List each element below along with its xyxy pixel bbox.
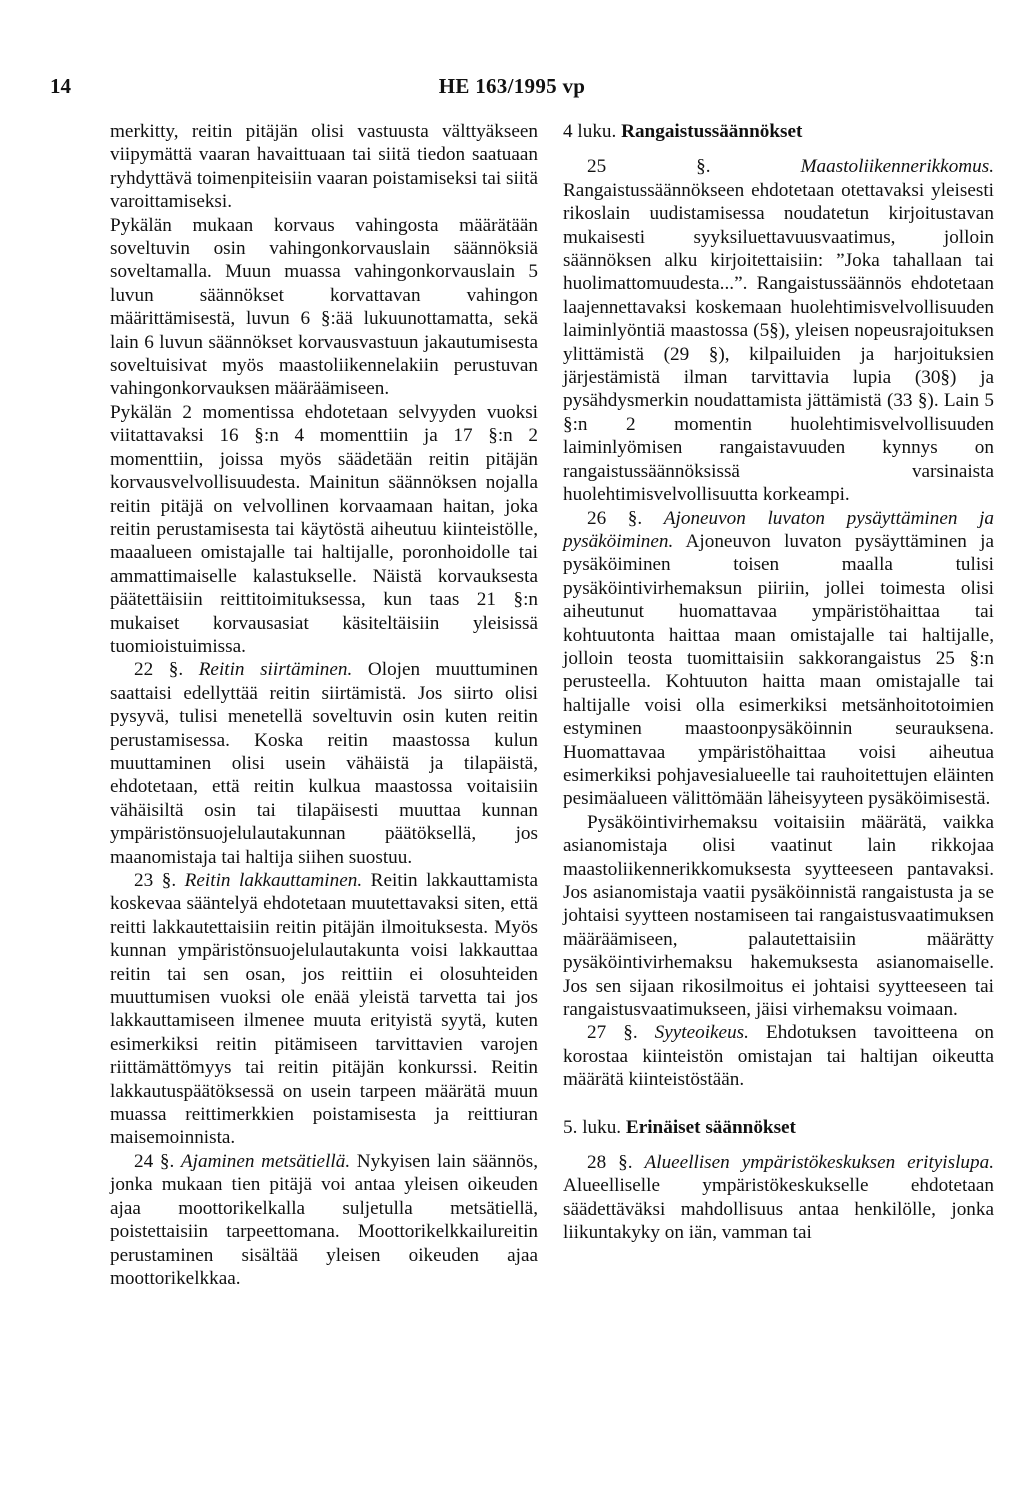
section-title: Ajaminen metsätiellä. bbox=[180, 1150, 351, 1172]
section-28 bbox=[563, 1151, 994, 1245]
section-26 bbox=[563, 507, 994, 811]
section-text: Ehdotuksen tavoitteena on korostaa kiinteistön omistajan tai haltijan oikeutta määrätä kiinteistöstään. bbox=[563, 1022, 994, 1091]
section-text: Reitin lakkauttamista koskevaa sääntelyä ehdotetaan muutettavaksi siten, että reitti lakkautettaisiin reitin pitäjän ilmoituksesta. Myös kunnan ympäristönsuojelulautakunta voisi lakkauttaa reitin tai sen osan, jos reittiin ei olosuhteiden muuttumisen vuoksi ole enää yleistä tarvetta tai jos lakkauttamiseen ilmenee muuta erityistä syytä, kuten esimerkiksi reitin pitämiseen tarvittavien varojen riittämättömyys tai reitin pitäjän konkurssi. Reitin lakkautuspäätöksessä on usein tarpeen määrätä muun muassa reittimerkkien poistamisesta ja reittiuran maisemoinnista. bbox=[110, 870, 539, 1149]
section-text: Rangaistussäännökseen ehdotetaan otettavaksi yleisesti rikoslain uudistamisessa noudatetun kirjoitustavan mukaisesti syyksiluettavuusvaatimus, jolloin säännöksen alku kirjoitettaisiin: ”Joka tahallaan tai huolimattomuudesta...”. Rangaistussäännös ehdotetaan laajennettavaksi koskemaan huolehtimisvelvollisuuden laiminlyöntiä maastossa (5§), yleisen nopeusrajoituksen ylittämistä (29 §), kilpailuiden ja harjoituksien järjestämistä ilman tarvittavia lupia (30§) ja pysähdysmerkin noudattamista jättämistä (33 §). Lain 5 §:n 2 momentin huolehtimisvelvollisuuden laiminlyömisen rangaistavuuden kynnys on rangaistussäännöksissä varsinaista huolehtimisvelvollisuutta korkeampi. bbox=[563, 179, 994, 506]
section-23 bbox=[110, 869, 538, 1150]
left-column bbox=[110, 120, 538, 1290]
chapter-number: 5. luku. bbox=[563, 1116, 622, 1138]
chapter-4-heading bbox=[563, 120, 994, 143]
paragraph: merkitty, reitin pitäjän olisi vastuusta välttyäkseen viipymättä vaaran havaittuaan tai siitä tiedon saatuaan ryhdyttävä toimenpiteisiin vaaran poistamiseksi tai siitä varoittamiseksi. bbox=[110, 121, 538, 213]
section-number: 25 §. bbox=[587, 156, 711, 178]
section-number: 23 §. bbox=[134, 870, 177, 891]
section-number: 27 §. bbox=[587, 1022, 638, 1044]
section-text: Olojen muuttuminen saattaisi edellyttää reitin siirtämistä. Jos siirto olisi pysyvä, tulisi menetellä soveltuvin osin kuten reitin perustamisessa. Koska reitin maastossa kulun muuttaminen olisi usein vähäistä ja tilapäistä, ehdotetaan, että reitin kulkua maastossa voitaisiin vähäisiltä osin tai tilapäisesti muuttaa kunnan ympäristönsuojelulautakunnan päätöksellä, jos maanomistaja tai haltija siihen suostuu. bbox=[110, 659, 538, 868]
section-title: Maastoliikennerikkomus. bbox=[800, 156, 995, 178]
chapter-number: 4 luku. bbox=[563, 121, 617, 142]
section-number: 28 §. bbox=[587, 1152, 633, 1174]
spacer bbox=[563, 1092, 994, 1116]
section-number: 22 §. bbox=[134, 659, 184, 681]
section-25 bbox=[563, 155, 994, 506]
section-24 bbox=[110, 1150, 538, 1290]
section-text: Alueelliselle ympäristökeskukselle ehdotetaan säädettäväksi mahdollisuus antaa henkilölle, jonka liikuntakyky on iän, vamman tai bbox=[563, 1175, 994, 1244]
section-title: Ajoneuvon luvaton pysäyttäminen ja pysäköiminen. bbox=[563, 507, 994, 552]
section-title: Syyteoikeus. bbox=[654, 1022, 749, 1044]
section-number: 24 §. bbox=[134, 1150, 175, 1172]
section-title: Reitin siirtäminen. bbox=[198, 659, 353, 681]
section-text: Nykyisen lain säännös, jonka mukaan tien pitäjä voi antaa yleisen oikeuden ajaa moottorikelkalla suljetulla metsätiellä, poistettaisiin tarpeettomana. Moottorikelkkailureitin perustaminen sisältää yleisen oikeuden ajaa moottorikelkkaa. bbox=[110, 1150, 538, 1289]
section-22 bbox=[110, 658, 538, 869]
page-number: 14 bbox=[50, 74, 71, 98]
paragraph-parking-fee: Pysäköintivirhemaksu voitaisiin määrätä, vaikka asianomistaja olisi vaatinut lain rikkojaa maastoliikennerikkomuksesta syytteeseen pantavaksi. Jos asianomistaja vaatii pysäköinnistä rangaistusta ja se johtaisi syytteen nostamiseen tai rangaistusvaatimuksen määräämiseen, palautettaisiin määrätty pysäköintivirhemaksu hakemuksesta asianomaiselle. Jos sen sijaan rikosilmoitus ei johtaisi syytteeseen tai rangaistusvaatimukseen, jäisi virhemaksu voimaan. bbox=[563, 811, 994, 1021]
section-title: Reitin lakkauttaminen. bbox=[184, 870, 363, 891]
paragraph: Pykälän 2 momentissa ehdotetaan selvyyden vuoksi viitattavaksi 16 §:n 4 momenttiin ja 17 §:n 2 momenttiin, joissa myös säädetään reitin pitäjän korvausvelvollisuudesta. Mainitun säännöksen nojalla reitin pitäjä on velvollinen korvaamaan haitan, joka reitin perustamisesta tai käytöstä aiheutuu kiinteistölle, maaalueen omistajalle tai haltijalle, poronhoidolle tai ammattimaiselle kalastukselle. Näistä korvauksesta päätettäisiin reittitoimituksessa, kun taas 21 §:n mukaiset korvausasiat käsiteltäisiin yleisissä tuomioistuimissa. bbox=[110, 401, 538, 657]
section-title: Alueellisen ympäristökeskuksen erityislupa. bbox=[644, 1152, 995, 1174]
section-text: Ajoneuvon luvaton pysäyttäminen ja pysäköiminen toisen maalla tulisi pysäköintivirhemaksun piiriin, jollei toimesta olisi aiheutunut huomattavaa ympäristöhaittaa tai kohtuutonta haittaa maan omistajalle tai haltijalle, jolloin teosta tuomittaisiin sakkorangaistus 25 §:n perusteella. Kohtuuton haitta maan omistajalle tai haltijalle voisi olla esimerkiksi metsänhoitotoimien estyminen maastoonpysäköinnin seurauksena. Huomattavaa ympäristöhaittaa voisi aiheutua esimerkiksi pohjavesialueelle tai rauhoitettujen eläinten pesimäalueen välittömään läheisyyteen pysäköimisestä. bbox=[563, 530, 994, 810]
section-27 bbox=[563, 1021, 994, 1091]
chapter-5-heading bbox=[563, 1116, 994, 1139]
right-column bbox=[563, 120, 994, 1245]
section-number: 26 §. bbox=[587, 507, 643, 529]
document-id: HE 163/1995 vp bbox=[438, 74, 586, 98]
paragraph: Pykälän mukaan korvaus vahingosta määrätään soveltuvin osin vahingonkorvauslain säännöksiä soveltamalla. Muun muassa vahingonkorvauslain 5 luvun säännökset korvattavan vahingon määrittämisestä, luvun 6 §:ää lukuunottamatta, sekä lain 6 luvun säännökset korvausvastuun jakautumisesta soveltuisivat myös maastoliikennelakiin perustuvan vahingonkorvauksen määräämiseen. bbox=[110, 214, 538, 400]
chapter-title: Erinäiset säännökset bbox=[625, 1116, 796, 1138]
chapter-title: Rangaistussäännökset bbox=[621, 121, 803, 142]
